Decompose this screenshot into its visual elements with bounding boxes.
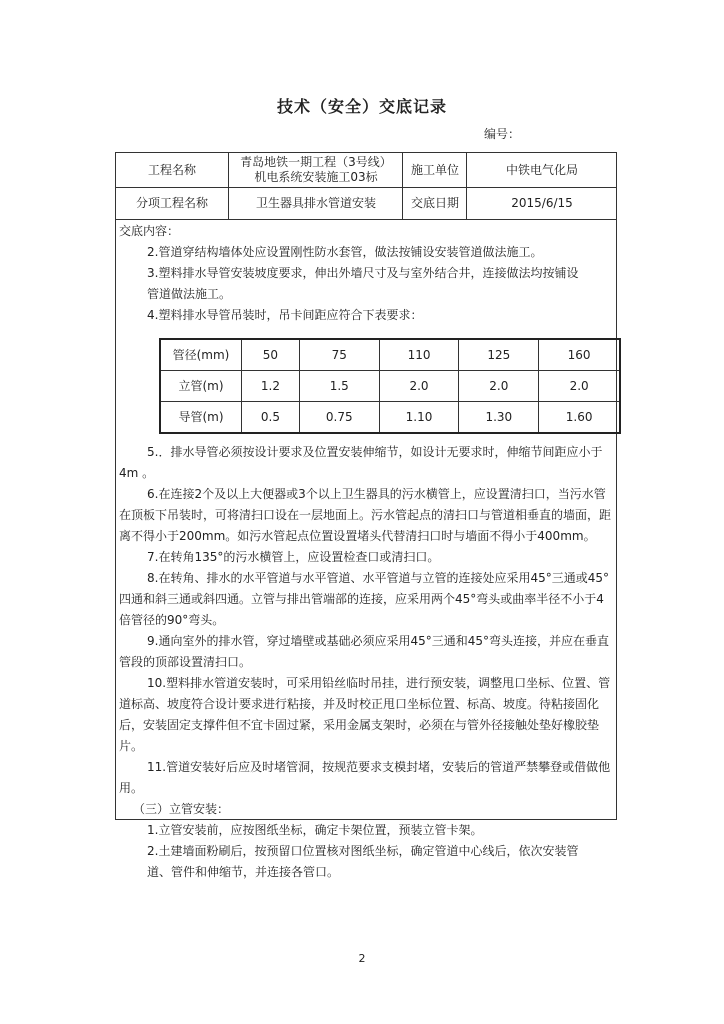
spec-cell: 75 bbox=[299, 339, 379, 371]
spec-cell: 0.5 bbox=[242, 402, 300, 434]
spec-cell: 1.10 bbox=[379, 402, 459, 434]
spec-cell: 2.0 bbox=[379, 371, 459, 402]
header-row-project bbox=[116, 153, 616, 188]
spec-row-horizontal bbox=[160, 402, 620, 434]
spec-cell: 1.2 bbox=[242, 371, 300, 402]
item-3-line1: 3.塑料排水导管安装坡度要求，伸出外墙尺寸及与室外结合井，连接做法均按铺设 bbox=[147, 266, 579, 280]
page-number: 2 bbox=[358, 952, 366, 965]
item-5: 5.．排水导管必须按设计要求及位置安装伸缩节，如设计无要求时，伸缩节间距应小于4m 。 bbox=[119, 445, 603, 480]
spec-cell: 50 bbox=[242, 339, 300, 371]
item-3-line2: 管道做法施工。 bbox=[147, 287, 232, 301]
spec-cell: 0.75 bbox=[299, 402, 379, 434]
spec-row-vertical bbox=[160, 371, 620, 402]
record-table bbox=[115, 152, 617, 879]
riser-item-1: 1.立管安装前，应按图纸坐标，确定卡架位置，预装立管卡架。 bbox=[147, 823, 483, 837]
project-name-line1: 青岛地铁一期工程（3号线） bbox=[240, 155, 392, 169]
spec-row-label: 导管(m) bbox=[160, 402, 242, 434]
item-8: 8.在转角、排水的水平管道与水平管道、水平管道与立管的连接处应采用45°三通或45°四通和斜三通或斜四通。立管与排出管端部的连接，应采用两个45°弯头或曲率半径不小于4倍管径的90°弯头。 bbox=[119, 571, 609, 627]
contractor-label: 施工单位 bbox=[402, 153, 467, 187]
spec-cell: 110 bbox=[379, 339, 459, 371]
subproject-value: 卫生器具排水管道安装 bbox=[228, 187, 403, 219]
date-label: 交底日期 bbox=[402, 187, 467, 219]
item-7: 7.在转角135°的污水横管上，应设置检查口或清扫口。 bbox=[147, 550, 440, 564]
spec-row-diameter bbox=[160, 339, 620, 371]
spec-row-label: 立管(m) bbox=[160, 371, 242, 402]
item-11: 11.管道安装好后应及时堵管洞，按规范要求支模封堵，安装后的管道严禁攀登或借做他用。 bbox=[119, 760, 611, 795]
document-title: 技术（安全）交底记录 bbox=[276, 97, 447, 116]
number-label: 编号： bbox=[484, 127, 521, 141]
project-name-value bbox=[228, 153, 403, 187]
spec-cell: 1.5 bbox=[299, 371, 379, 402]
spec-cell: 1.60 bbox=[539, 402, 620, 434]
spec-cell: 160 bbox=[539, 339, 620, 371]
spec-cell: 2.0 bbox=[539, 371, 620, 402]
date-value: 2015/6/15 bbox=[466, 187, 617, 219]
riser-item-2-line2: 道、管件和伸缩节，并连接各管口。 bbox=[147, 865, 340, 879]
disclosure-content bbox=[119, 221, 613, 883]
riser-item-2-line1: 2.土建墙面粉刷后，按预留口位置核对图纸坐标，确定管道中心线后，依次安装管 bbox=[147, 844, 579, 858]
item-4: 4.塑料排水导管吊装时，吊卡间距应符合下表要求： bbox=[147, 308, 423, 322]
item-9: 9.通向室外的排水管，穿过墙壁或基础必须应采用45°三通和45°弯头连接，并应在垂直管段的顶部设置清扫口。 bbox=[119, 634, 609, 669]
header-row-subproject bbox=[116, 187, 616, 220]
item-10: 10.塑料排水管道安装时，可采用铅丝临时吊挂，进行预安装，调整甩口坐标、位置、管道标高、坡度符合设计要求进行粘接，并及时校正甩口坐标位置、标高、坡度。待粘接固化后，安装固定支撑件但不宜卡固过紧，采用金属支架时，必须在与管外径接触处垫好橡胶垫片。 bbox=[119, 676, 611, 753]
hanger-spacing-table bbox=[159, 338, 621, 434]
section-3-heading: （三）立管安装： bbox=[133, 802, 230, 816]
spec-row-label: 管径(mm) bbox=[160, 339, 242, 371]
item-6: 6.在连接2个及以上大便器或3个以上卫生器具的污水横管上，应设置清扫口，当污水管在顶板下吊装时，可将清扫口设在一层地面上。污水管起点的清扫口与管道相垂直的墙面，距离不得小于200mm。如污水管起点位置设置堵头代替清扫口时与墙面不得小于400mm。 bbox=[119, 487, 612, 543]
spec-cell: 125 bbox=[459, 339, 539, 371]
spec-cell: 1.30 bbox=[459, 402, 539, 434]
project-name-line2: 机电系统安装施工03标 bbox=[254, 170, 378, 184]
contractor-value: 中铁电气化局 bbox=[466, 153, 617, 187]
spec-cell: 2.0 bbox=[459, 371, 539, 402]
subproject-label: 分项工程名称 bbox=[135, 195, 208, 210]
content-heading: 交底内容： bbox=[119, 224, 180, 238]
item-2: 2.管道穿结构墙体处应设置刚性防水套管，做法按铺设安装管道做法施工。 bbox=[147, 245, 543, 259]
project-name-label: 工程名称 bbox=[147, 162, 196, 177]
